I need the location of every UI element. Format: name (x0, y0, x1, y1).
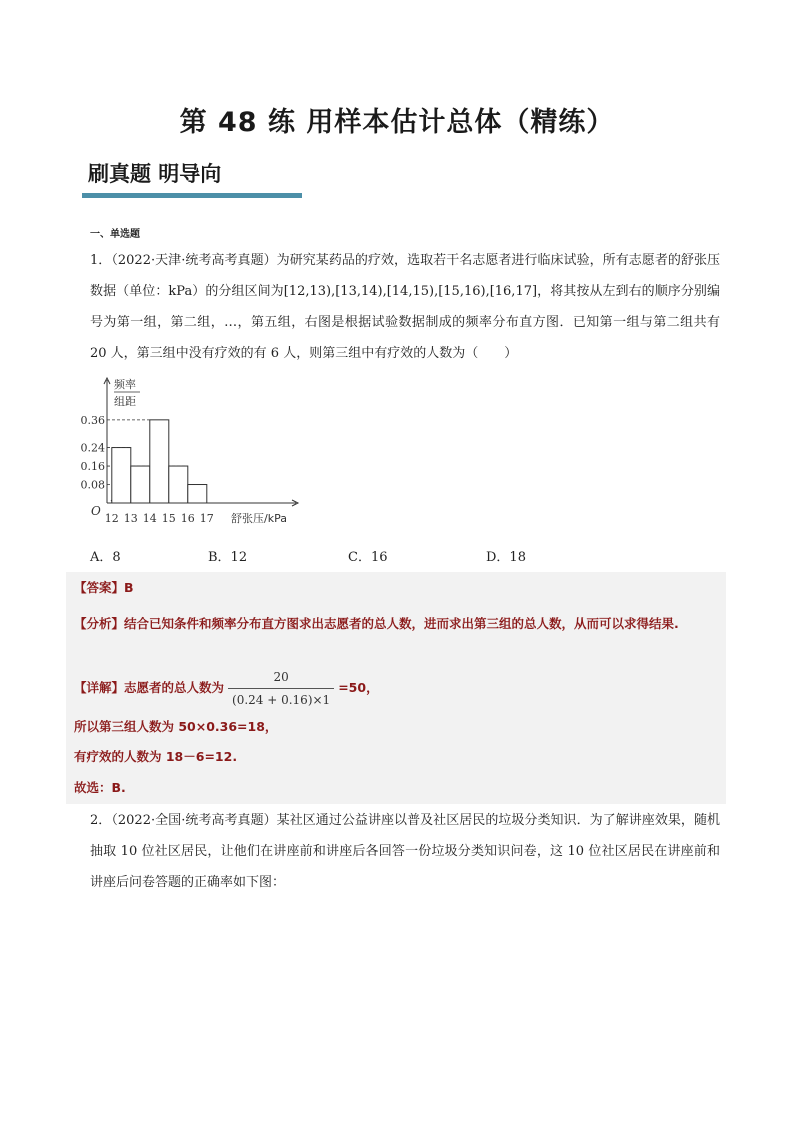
analysis-line: 【分析】结合已知条件和频率分布直方图求出志愿者的总人数，进而求出第三组的总人数，从而可以求得结果. (74, 616, 679, 631)
fraction (228, 668, 334, 709)
x-tick-label: 14 (142, 512, 157, 525)
option-a: A．8 (90, 550, 121, 565)
detail-prefix: 【详解】志愿者的总人数为 (74, 680, 225, 695)
y-tick-label: 0.16 (80, 460, 105, 474)
histogram-bar (112, 448, 131, 503)
question-1-text: 1．（2022·天津·统考高考真题）为研究某药品的疗效，选取若干名志愿者进行临床试验，所有志愿者的舒张压数据（单位：kPa）的分组区间为[12,13),[13,14),[14,15),[15,16),[16,17]，将其按从左到右的顺序分别编号为第一组，第二组，…，第五组，右图是根据试验数据制成的频率分布直方图．已知第一组与第二组共有 20 人，第三组中没有疗效的有 6 人，则第三组中有疗效的人数为（ ） (90, 253, 720, 361)
page-title: 第 48 练 用样本估计总体（精练） (179, 107, 615, 138)
y-axis-label-bottom: 组距 (114, 395, 136, 408)
histogram-bar (150, 420, 169, 503)
option-c: C．16 (348, 550, 388, 565)
section-underline (82, 193, 302, 198)
option-b: B．12 (208, 550, 248, 565)
y-axis-label-top: 频率 (114, 378, 136, 391)
detail-suffix: =50， (338, 680, 379, 695)
x-tick-label: 17 (199, 512, 214, 525)
section-heading: 刷真题 明导向 (88, 162, 222, 186)
detail-line (74, 668, 724, 709)
x-tick-label: 13 (123, 512, 138, 525)
y-tick-label: 0.08 (80, 478, 105, 492)
histogram-bar (169, 466, 188, 503)
x-tick-label: 15 (161, 512, 176, 525)
y-tick-label: 0.36 (80, 413, 105, 427)
histogram-bar (188, 485, 207, 503)
origin-label: O (91, 504, 101, 518)
histogram-bar (131, 466, 150, 503)
question-1-options (90, 546, 690, 566)
subsection-heading: 一、单选题 (90, 229, 140, 240)
x-tick-label: 16 (180, 512, 195, 525)
question-2-text: 2．（2022·全国·统考高考真题）某社区通过公益讲座以普及社区居民的垃圾分类知识．为了解讲座效果，随机抽取 10 位社区居民，让他们在讲座前和讲座后各回答一份垃圾分类知识问卷，这 10 位社区居民在讲座前和讲座后问卷答题的正确率如下图： (90, 813, 720, 890)
fraction-numerator: 20 (228, 668, 334, 689)
option-d: D．18 (486, 550, 526, 565)
x-axis-label: 舒张压/kPa (231, 512, 287, 525)
y-tick-label: 0.24 (80, 441, 105, 455)
x-tick-label: 12 (104, 512, 119, 525)
solution-step-2: 有疗效的人数为 18－6=12. (74, 749, 238, 764)
fraction-denominator: (0.24 + 0.16)×1 (232, 693, 331, 707)
solution-step-1: 所以第三组人数为 50×0.36=18， (74, 719, 278, 734)
solution-conclusion: 故选：B. (74, 780, 126, 795)
answer-line: 【答案】B (74, 580, 134, 595)
histogram-chart (80, 372, 308, 528)
